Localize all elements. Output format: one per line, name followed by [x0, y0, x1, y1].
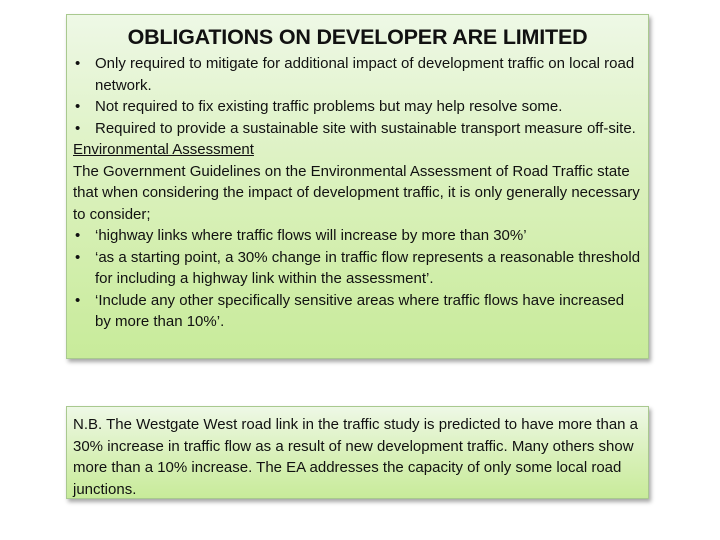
ea-heading: Environmental Assessment [73, 141, 254, 158]
obligations-box [66, 14, 649, 359]
bullet-icon: • [75, 248, 81, 266]
bullet-icon: • [75, 291, 81, 309]
obligation-text: Not required to fix existing traffic problems but may help resolve some. [95, 98, 563, 115]
bullet-icon: • [75, 98, 81, 115]
ea-point-text: ‘highway links where traffic flows will increase by more than 30%’ [95, 227, 527, 244]
list-item [73, 247, 642, 290]
box-title: OBLIGATIONS ON DEVELOPER ARE LIMITED [127, 25, 588, 49]
ea-point-text: ‘as a starting point, a 30% change in traffic flow represents a reasonable threshold for including a highway link within the assessment’. [95, 248, 641, 287]
bullet-icon: • [75, 55, 81, 72]
obligation-text: Required to provide a sustainable site with sustainable transport measure off-site. [95, 119, 636, 137]
obligation-text: Only required to mitigate for additional impact of development traffic on local road network. [95, 55, 635, 94]
ea-intro: The Government Guidelines on the Environmental Assessment of Road Traffic state that when considering the impact of development traffic, it is only generally necessary to consider; [73, 162, 640, 223]
ea-points-list [73, 225, 642, 333]
bullet-icon: • [75, 119, 81, 137]
list-item [73, 53, 642, 96]
list-item [73, 225, 642, 247]
list-item [73, 290, 642, 333]
bullet-icon: • [75, 227, 81, 244]
ea-point-text: ‘Include any other specifically sensitive areas where traffic flows have increased by more than 10%’. [95, 291, 625, 330]
obligations-list [73, 53, 642, 139]
list-item [73, 96, 642, 118]
note-box [66, 406, 649, 499]
list-item [73, 118, 642, 140]
note-text: N.B. The Westgate West road link in the traffic study is predicted to have more than a 30% increase in traffic flow as a result of new development traffic. Many others show more than a 10% increase. The EA addresses the capacity of only some local road junctions. [73, 416, 639, 498]
